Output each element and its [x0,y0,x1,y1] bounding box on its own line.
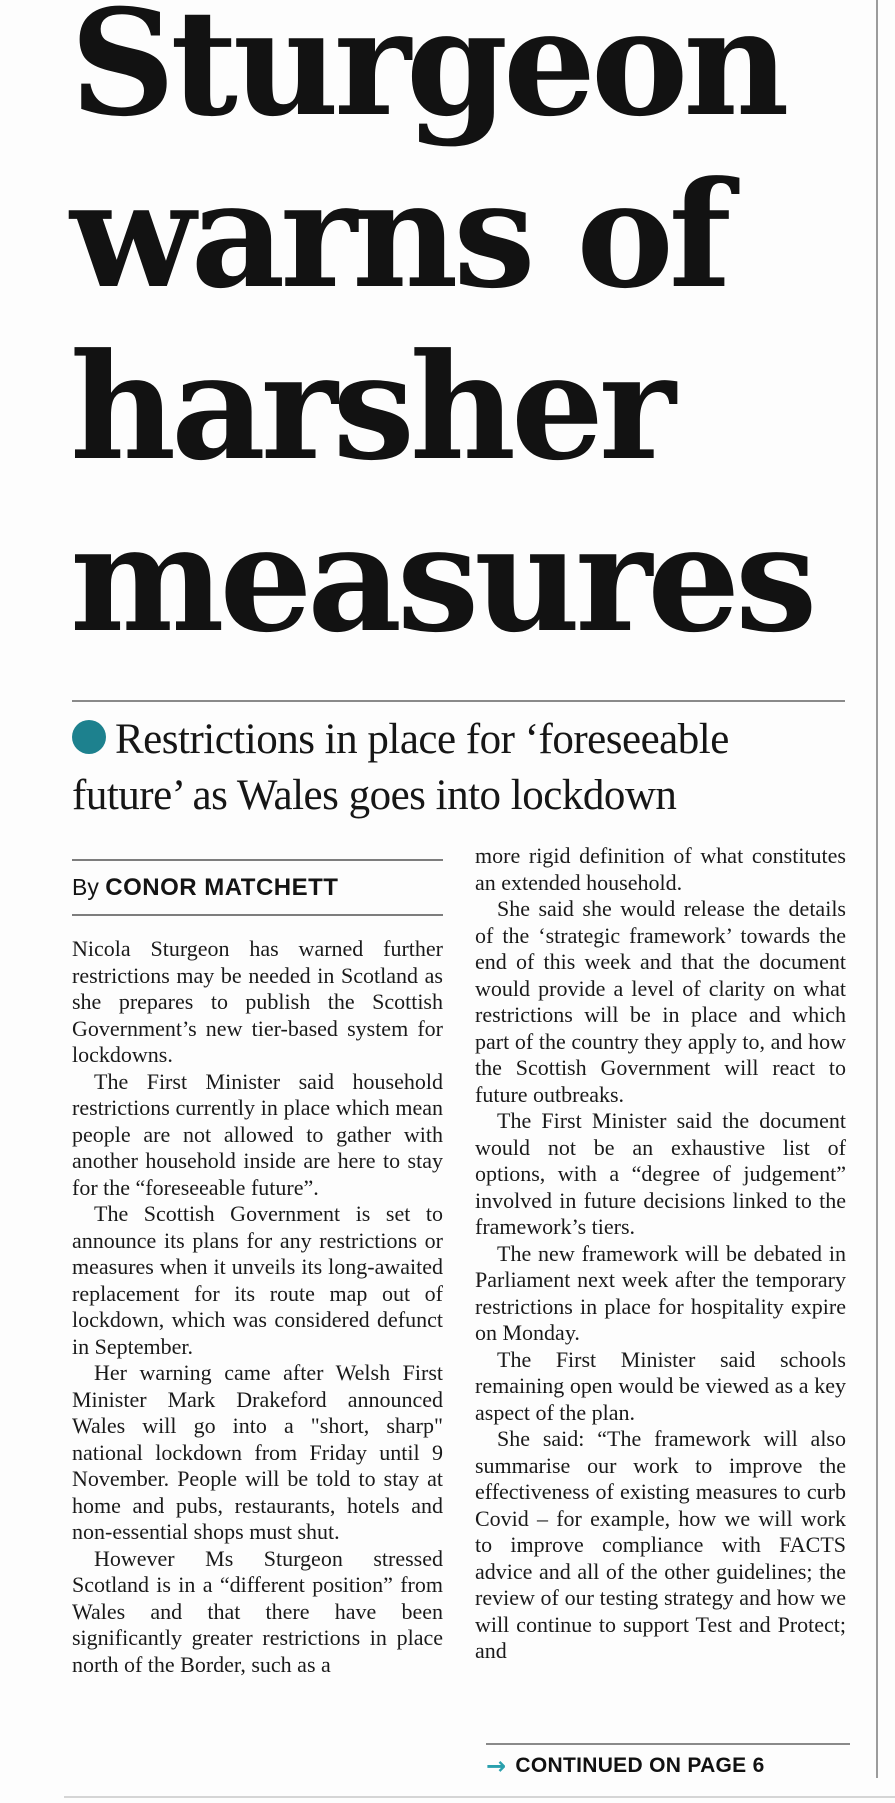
paragraph: The First Minister said household restrictions currently in place which mean people are not allowed to gather with another household inside are here to stay for the “foreseeable future”. [72,1068,443,1200]
arrow-right-icon: → [486,1752,507,1780]
byline-rule-bottom [72,914,443,916]
continued-label: CONTINUED ON PAGE 6 [515,1754,765,1777]
standfirst-text-1: Restrictions in place for ‘foreseeable [115,716,729,763]
continued-on-page-link[interactable] [486,1754,850,1778]
standfirst-divider [72,700,845,702]
standfirst-line-2 [72,768,872,824]
column-divider-line [876,0,878,1778]
paragraph: She said: “The framework will also summarise our work to improve the effectiveness of existing measures to curb Covid – for example, how we will work to improve compliance with FACTS advice and all of the other guidelines; the review of our testing strategy and how we will continue to support Test and Protect; and [475,1426,846,1663]
headline-line-3: harsher [70,322,671,493]
paragraph: She said she would release the details of the ‘strategic framework’ towards the end of this week and that the document would provide a level of clarity on what restrictions will be in place and which part of the country they apply to, and how the Scottish Government will react to future outbreaks. [475,896,846,1107]
standfirst [72,712,872,824]
bullet-icon [72,720,106,754]
headline-line-4: measures [70,494,813,665]
headline-line-2: warns of [70,150,727,321]
paragraph: The new framework will be debated in Parliament next week after the temporary restrictions in place for hospitality expire on Monday. [475,1240,846,1345]
paragraph: more rigid definition of what constitutes an extended household. [475,843,846,895]
paragraph: The Scottish Government is set to announce its plans for any restrictions or measures when it unveils its long-awaited replacement for its route map out of lockdown, which was considered defunct in September. [72,1201,443,1359]
byline-author: CONOR MATCHETT [105,874,339,901]
body-column-left [72,936,443,1678]
article-headline [70,0,882,666]
byline-block [72,859,443,916]
paragraph: Her warning came after Welsh First Minister Mark Drakeford announced Wales will go into a "short, sharp" national lockdown from Friday until 9 November. People will be told to stay at home and pubs, restaurants, hotels and non-essential shops must shut. [72,1360,443,1544]
standfirst-text-2: future’ as Wales goes into lockdown [72,772,677,819]
body-column-right [475,843,846,1665]
byline [72,861,443,914]
paragraph: The First Minister said schools remaining open would be viewed as a key aspect of the plan. [475,1346,846,1425]
continuation-divider [486,1743,850,1745]
paragraph: Nicola Sturgeon has warned further restrictions may be needed in Scotland as she prepares to publish the Scottish Government’s new tier-based system for lockdowns. [72,936,443,1067]
headline-line-1: Sturgeon [70,0,785,149]
paragraph: The First Minister said the document would not be an exhaustive list of options, with a “degree of judgement” involved in future decisions linked to the framework’s tiers. [475,1108,846,1239]
page-bottom-edge-line [64,1796,895,1798]
standfirst-line-1 [72,712,872,768]
paragraph: However Ms Sturgeon stressed Scotland is in a “different position” from Wales and that there have been significantly greater restrictions in place north of the Border, such as a [72,1545,443,1677]
byline-prefix: By [72,874,99,900]
